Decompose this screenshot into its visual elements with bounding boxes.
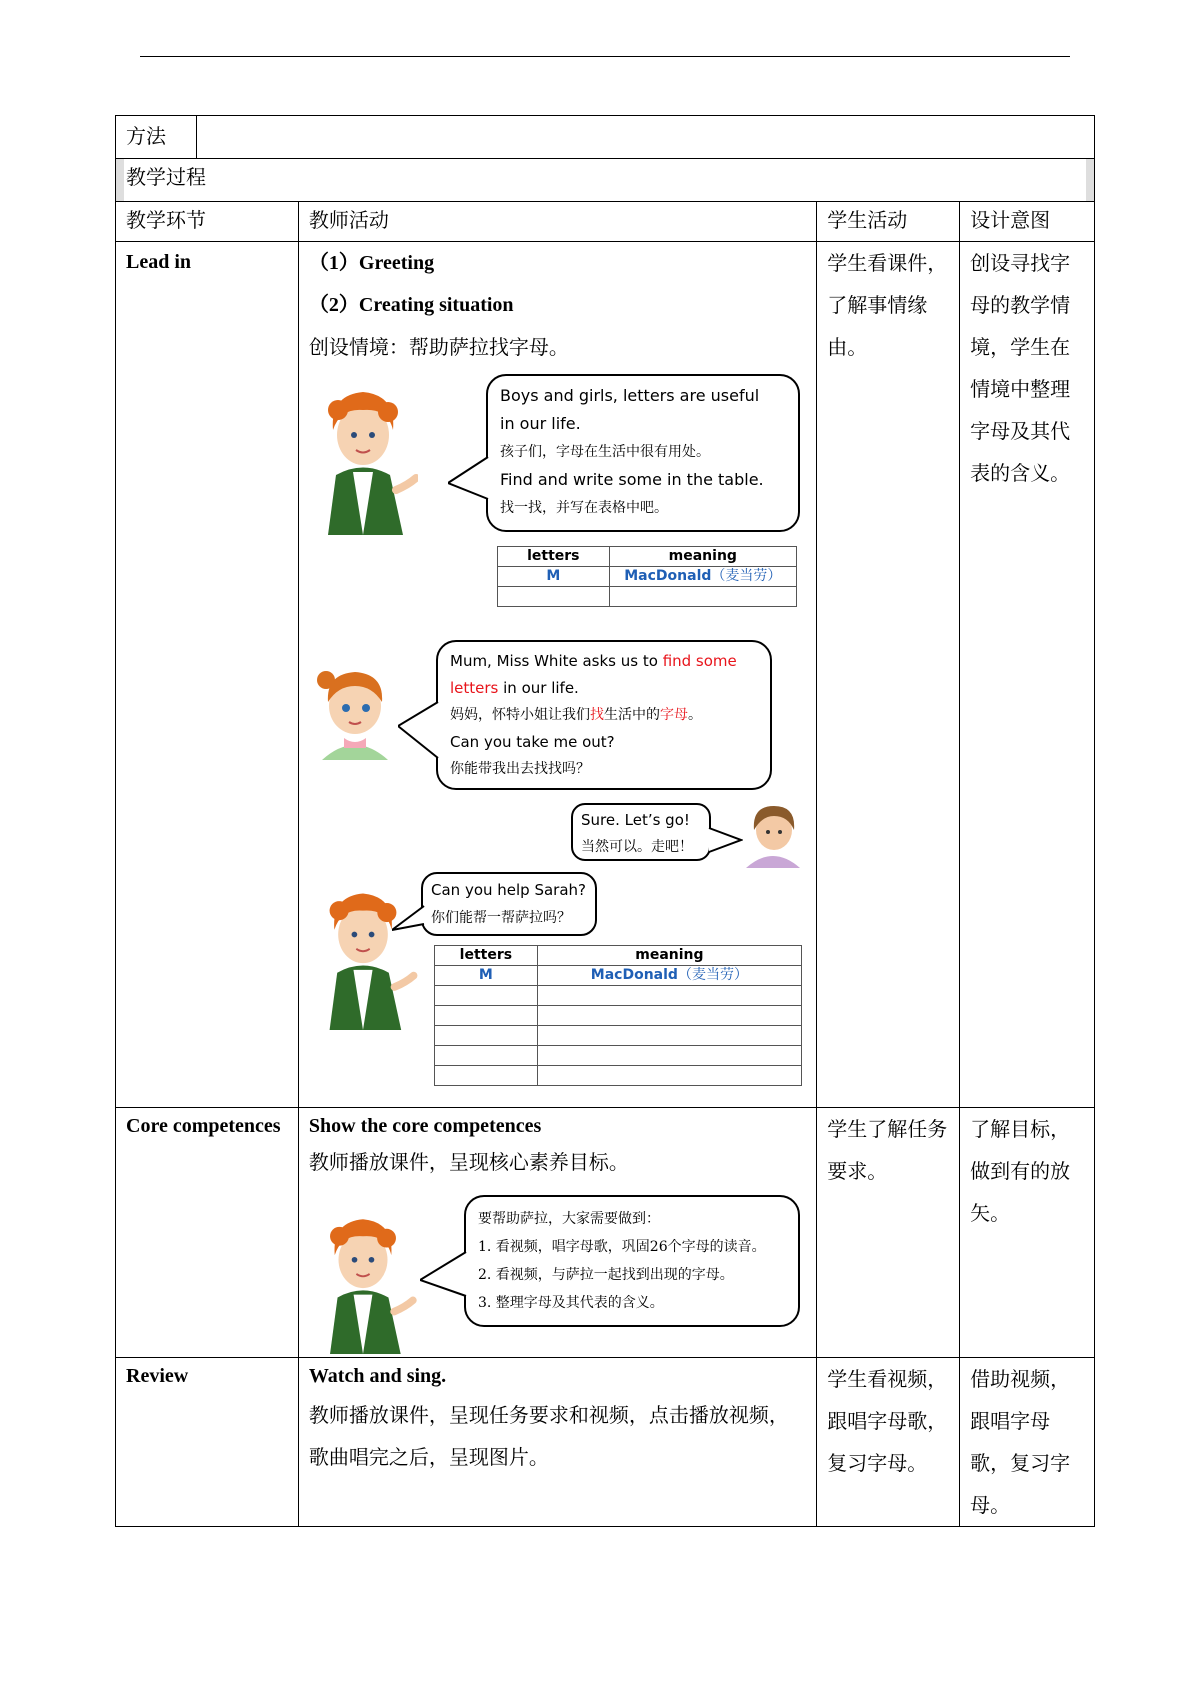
process-row [116,159,1095,202]
bubble2-cn-red2: 字母 [660,707,688,723]
letters-table-2 [434,945,802,1086]
header-teacher: 教师活动 [308,208,389,232]
bubble2-cn-red1: 找 [590,707,604,723]
teacher-illustration-3 [308,1208,418,1354]
table1-letter: M [498,567,610,587]
bubble2-p1-red: find some [662,652,737,670]
table2-letter: M [435,966,538,986]
bubble5-item3: 3. 整理字母及其代表的含义。 [478,1295,664,1311]
core-title: Show the core competences [308,1115,542,1137]
bubble4-tail [392,904,426,934]
lead-in-situation: （2）Creating situation [308,294,514,316]
review-title: Watch and sing. [308,1365,447,1387]
method-label: 方法 [126,124,166,148]
table2-meaning-cn: （麦当劳） [677,967,748,983]
stage-review: Review [126,1365,189,1387]
bubble2-cn-a: 妈妈，怀特小姐让我们 [450,707,590,723]
process-label: 教学过程 [126,165,206,189]
table1-meaning-en: MacDonald [624,568,712,584]
lead-in-greeting: （1）Greeting [308,252,435,274]
table1-header-meaning: meaning [609,547,796,567]
header-rule [140,56,1070,57]
bubble2-cn-c: 。 [688,707,702,723]
bubble1-cn2: 找一找，并写在表格中吧。 [500,500,668,516]
method-row [116,116,1095,159]
bubble3-cn: 当然可以。走吧！ [581,839,693,855]
core-student-activity: 学生了解任务要求。 [827,1117,948,1183]
bubble4-en: Can you help Sarah? [431,881,587,899]
speech-bubble-teacher-3 [464,1195,800,1327]
bubble5-item2: 2. 看视频，与萨拉一起找到出现的字母。 [478,1267,734,1283]
speech-bubble-mum [571,803,711,861]
bubble2-p2-red: letters [450,679,499,697]
bubble2-cn-b: 生活中的 [604,707,660,723]
stage-core: Core competences [126,1115,281,1137]
bubble1-cn1: 孩子们，字母在生活中很有用处。 [500,444,710,460]
bubble2-cn: 你能带我出去找找吗？ [450,761,590,777]
bubble2-p1: Mum, Miss White asks us to [450,652,663,670]
stage-lead-in: Lead in [126,251,192,273]
review-student-activity: 学生看视频，跟唱字母歌，复习字母。 [827,1367,948,1475]
review-intent: 借助视频，跟唱字母歌，复习字母。 [970,1367,1071,1517]
bubble1-en3: Find and write some in the table. [500,470,764,489]
core-intent: 了解目标，做到有的放矢。 [970,1117,1071,1225]
speech-bubble-sarah [436,640,772,790]
bubble2-tail [398,700,440,760]
lead-in-description: 创设情境：帮助萨拉找字母。 [308,335,569,359]
lead-in-intent: 创设寻找字母的教学情境，学生在情境中整理字母及其代表的含义。 [970,251,1071,485]
core-description: 教师播放课件，呈现核心素养目标。 [308,1150,629,1174]
teacher-illustration [308,380,418,535]
bubble4-cn: 你们能帮一帮萨拉吗？ [431,910,571,926]
bubble3-en: Sure. Let’s go! [581,811,690,829]
bubble1-en2: in our life. [500,414,581,433]
speech-bubble-teacher-2 [421,872,597,936]
table2-meaning-en: MacDonald [590,967,678,983]
sarah-illustration [312,660,398,760]
speech-bubble-teacher-1 [486,374,800,532]
bubble5-tail [420,1250,468,1300]
bubble2-en: Can you take me out? [450,733,615,751]
table1-header-letters: letters [498,547,610,567]
bubble1-en1: Boys and girls, letters are useful [500,386,760,405]
letters-table-1 [497,546,797,607]
header-student: 学生活动 [827,208,908,232]
review-row [116,1358,1095,1527]
header-row [116,202,1095,242]
header-stage: 教学环节 [126,208,206,232]
table2-header-meaning: meaning [537,946,801,966]
review-description: 教师播放课件，呈现任务要求和视频，点击播放视频，歌曲唱完之后，呈现图片。 [308,1403,789,1469]
table2-header-letters: letters [435,946,538,966]
bubble1-tail [448,455,490,501]
bubble5-title: 要帮助萨拉，大家需要做到： [478,1211,660,1227]
lead-in-student-activity: 学生看课件，了解事情缘由。 [827,251,948,359]
bubble2-p2: in our life. [498,679,579,697]
header-intent: 设计意图 [970,208,1051,232]
bubble3-tail [707,826,743,856]
bubble5-item1: 1. 看视频，唱字母歌，巩固26个字母的读音。 [478,1239,766,1255]
table1-meaning-cn: （麦当劳） [711,568,782,584]
mum-illustration [740,796,806,868]
